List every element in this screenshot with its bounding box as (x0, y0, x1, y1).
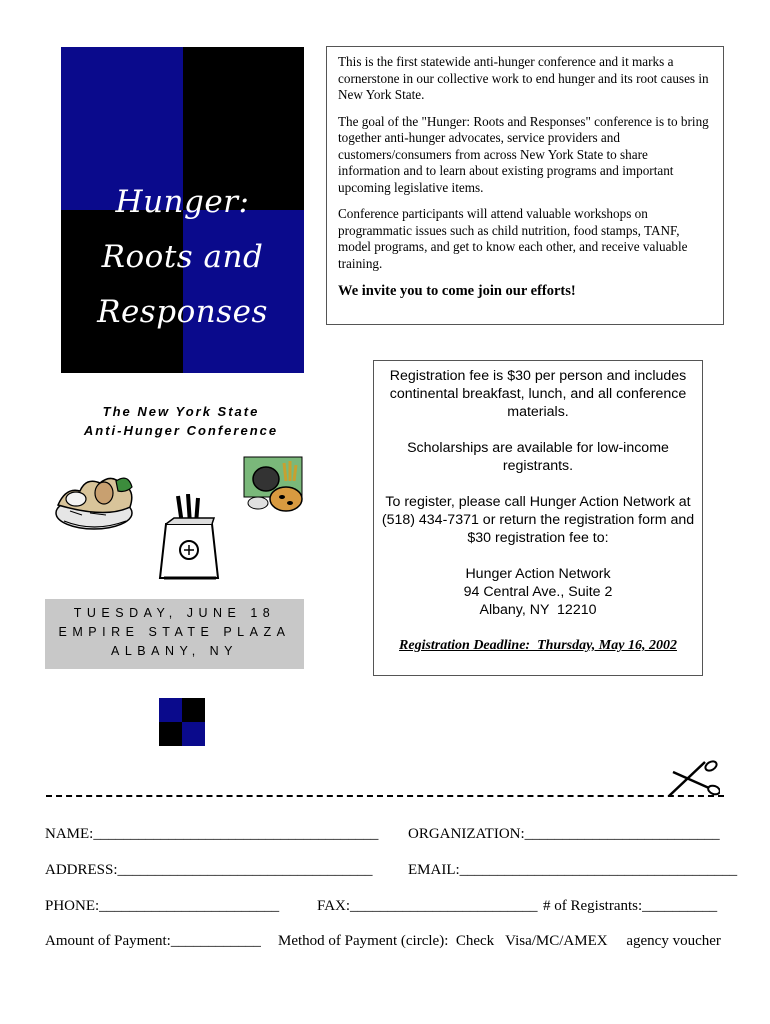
food-plate-icon (242, 453, 306, 519)
registration-deadline: Registration Deadline: Thursday, May 16, 2002 (399, 638, 677, 653)
conference-title (61, 175, 304, 340)
event-city: ALBANY, NY (110, 644, 239, 658)
registrants-field[interactable]: # of Registrants:__________ (543, 898, 718, 914)
subtitle-line: Anti-Hunger Conference (83, 423, 279, 438)
intro-paragraph: Conference participants will attend valuable workshops on programmatic issues such as child nutrition, food stamps, TANF, model programs, and get to know each other, and receive valuable training. (338, 206, 688, 271)
address-line: Albany, NY 12210 (479, 602, 597, 618)
organization-field[interactable]: ORGANIZATION:__________________________ (408, 826, 720, 842)
phone-field[interactable]: PHONE:________________________ (45, 898, 280, 914)
scholarship-info: Scholarships are available for low-income registrants. (407, 440, 669, 474)
fax-field[interactable]: FAX:_________________________ (317, 898, 538, 914)
payment-method-field[interactable]: Method of Payment (circle): Check Visa/MC/AMEX agency voucher (278, 933, 721, 949)
cut-line (46, 795, 724, 797)
registration-instructions: To register, please call Hunger Action Network at (518) 434-7371 or return the registration form and $30 registration fee to: (381, 494, 695, 546)
subtitle-line: The New York State (102, 404, 260, 419)
mailing-address (374, 565, 702, 619)
logo-quadrant (159, 722, 182, 746)
intro-text-box (326, 46, 724, 325)
food-basket-icon (46, 463, 142, 535)
address-field[interactable]: ADDRESS:__________________________________ (45, 862, 373, 878)
address-line: 94 Central Ave., Suite 2 (463, 584, 613, 600)
intro-paragraph: The goal of the "Hunger: Roots and Responses" conference is to bring together anti-hunger advocates, service providers and customers/consumers from across New York State to share information and to learn about existing programs and important upcoming legislative items. (338, 113, 709, 195)
event-venue: EMPIRE STATE PLAZA (58, 625, 291, 639)
email-field[interactable]: EMAIL:_____________________________________ (408, 862, 738, 878)
logo-quadrant (182, 698, 205, 722)
logo-quadrant (159, 698, 182, 722)
logo-quadrant (182, 722, 205, 746)
event-date-box (45, 599, 304, 669)
address-line: Hunger Action Network (465, 566, 611, 582)
name-field[interactable]: NAME:______________________________________ (45, 826, 379, 842)
title-line: Hunger: (115, 184, 250, 220)
registration-fee: Registration fee is $30 per person and includes continental breakfast, lunch, and all conference materials. (389, 368, 687, 420)
payment-amount-field[interactable]: Amount of Payment:____________ (45, 933, 261, 949)
conference-subtitle (46, 402, 316, 440)
intro-paragraph: This is the first statewide anti-hunger conference and it marks a cornerstone in our collective work to end hunger and its root causes in New York State. (338, 54, 709, 102)
square-logo (159, 698, 205, 746)
title-line: Roots and (101, 239, 264, 275)
event-date: TUESDAY, JUNE 18 (73, 606, 276, 620)
scissors-icon (665, 758, 720, 798)
invitation-text: We invite you to come join our efforts! (338, 283, 576, 299)
registration-info-box (373, 360, 703, 676)
title-line: Responses (97, 294, 268, 330)
title-block (61, 47, 304, 373)
grocery-bag-icon (156, 494, 224, 584)
